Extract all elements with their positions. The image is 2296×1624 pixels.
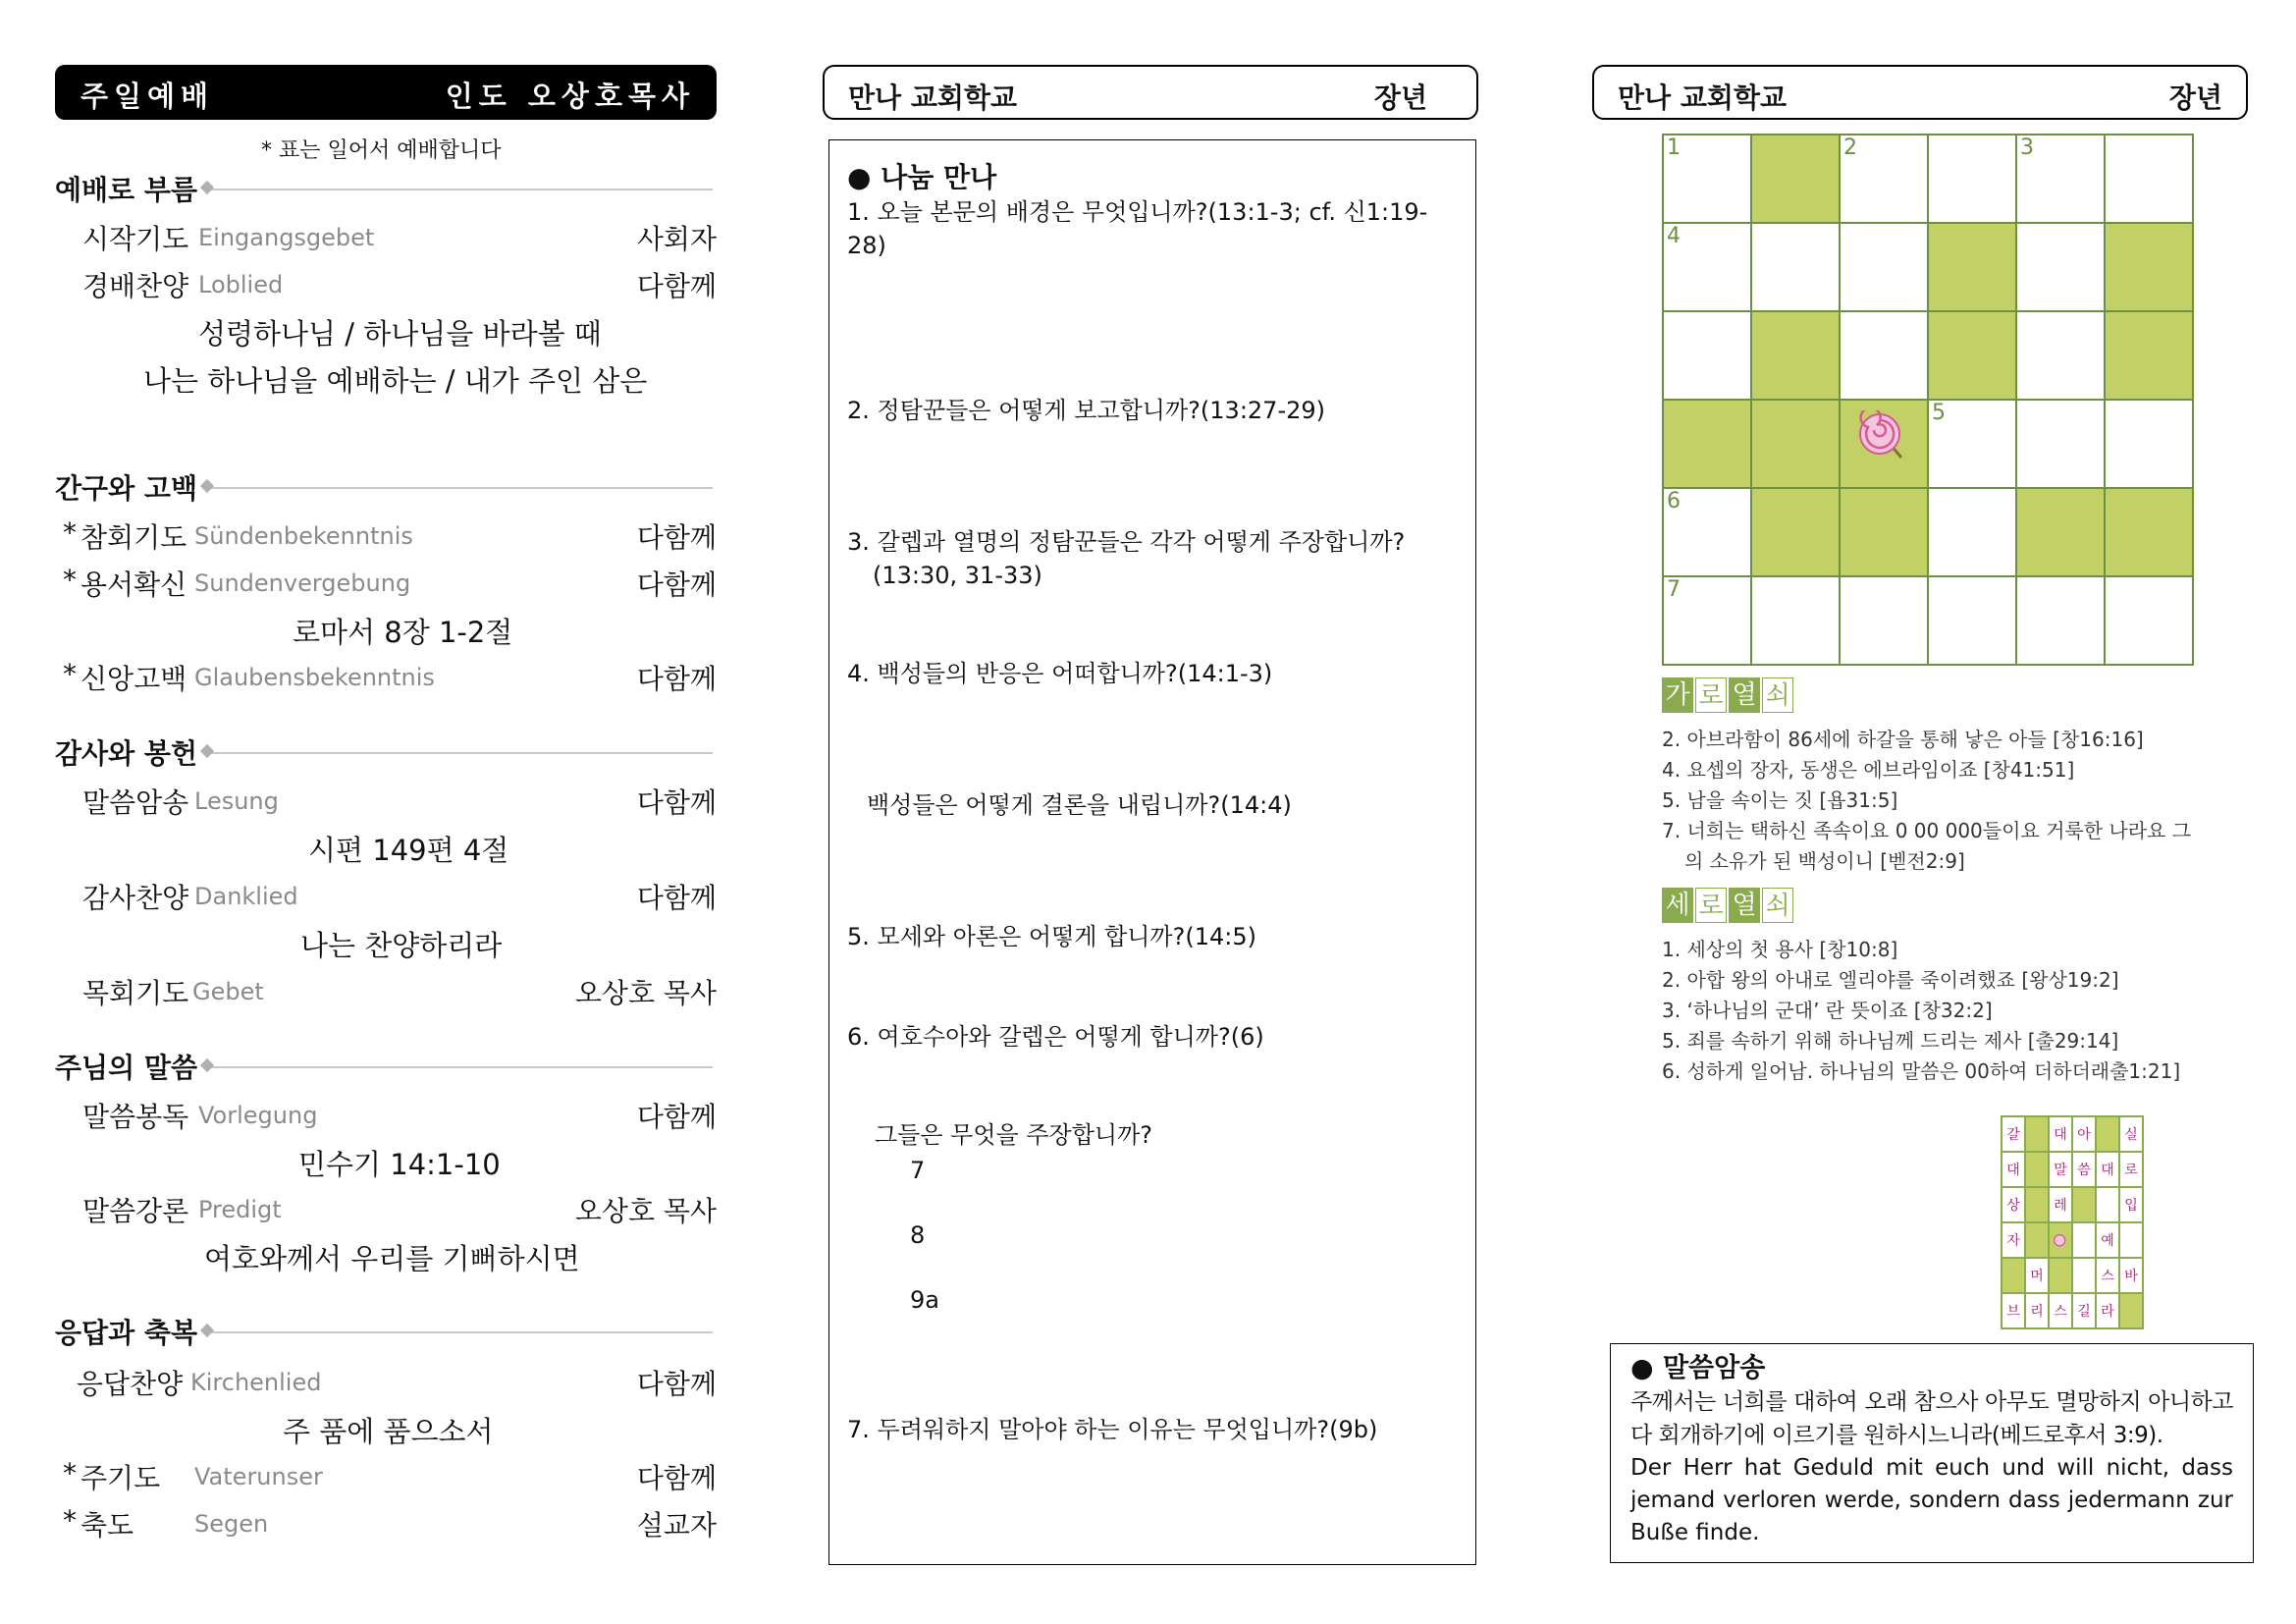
order-item-reading — [55, 1096, 717, 1135]
item-de: Glaubensbekenntnis — [194, 664, 435, 691]
across-clue-7-cont: 의 소유가 된 백성이니 [벧전2:9] — [1684, 849, 1965, 873]
down-clue-1: 1. 세상의 첫 용사 [창10:8] — [1662, 938, 1898, 961]
item-who: 다함께 — [636, 270, 717, 302]
stand-note: * 표는 일어서 예배합니다 — [261, 138, 502, 163]
item-who: 다함께 — [636, 521, 717, 554]
response-song-title: 주 품에 품으소서 — [283, 1415, 494, 1448]
section-call — [55, 169, 713, 208]
worship-header — [55, 65, 717, 120]
section-word — [55, 1047, 713, 1086]
question-3-line-1: 3. 갈렙과 열명의 정탐꾼들은 각각 어떻게 주장합니까? — [847, 528, 1406, 556]
crossword-cell-blocked — [1840, 488, 1928, 576]
item-ko: 감사찬양 — [82, 882, 189, 914]
sharing-box — [828, 139, 1476, 1565]
praise-songs-2: 나는 하나님을 예배하는 / 내가 주인 삼은 — [143, 364, 648, 398]
section-divider — [208, 1066, 713, 1068]
item-who: 오상호 목사 — [574, 977, 717, 1009]
answer-cell: 실 — [2119, 1116, 2143, 1152]
answer-cell: 씀 — [2072, 1152, 2096, 1187]
order-item-thanks-song — [55, 877, 717, 916]
badge-char: 로 — [1695, 677, 1727, 713]
school-header-right — [1592, 65, 2248, 120]
question-6: 6. 여호수아와 갈렙은 어떻게 합니까?(6) — [847, 1023, 1264, 1051]
item-who: 사회자 — [636, 223, 717, 255]
question-2: 2. 정탐꾼들은 어떻게 보고합니까?(13:27-29) — [847, 397, 1326, 424]
item-who: 다함께 — [636, 568, 717, 601]
answer-cell-blocked — [2096, 1116, 2119, 1152]
crossword-cell[interactable] — [1840, 135, 1928, 223]
answer-cell: 브 — [2002, 1293, 2025, 1328]
diamond-icon — [200, 181, 214, 194]
item-ko: 응답찬양 — [77, 1368, 184, 1400]
answer-cell: 예 — [2096, 1222, 2119, 1258]
order-item-lords-prayer — [55, 1457, 717, 1496]
answer-cell-blocked — [2002, 1258, 2025, 1293]
section-confession — [55, 467, 713, 507]
cell-number: 2 — [1843, 135, 1857, 160]
crossword-cell-blocked — [2105, 223, 2193, 311]
crossword-cell[interactable] — [2016, 223, 2105, 311]
crossword-cell-blocked — [1751, 135, 1840, 223]
crossword-cell-blocked — [1751, 400, 1840, 488]
sermon-title: 여호와께서 우리를 기뻐하시면 — [204, 1242, 580, 1275]
crossword-cell-blocked — [1751, 311, 1840, 400]
verse-8: 8 — [910, 1221, 926, 1249]
diamond-icon — [200, 1058, 214, 1072]
crossword-cell-blocked — [2105, 311, 2193, 400]
worship-title: 주일예배 — [80, 80, 215, 113]
item-de: Gebet — [192, 978, 264, 1005]
order-item-praise — [55, 265, 717, 304]
crossword-cell[interactable] — [1928, 400, 2016, 488]
question-5: 5. 모세와 아론은 어떻게 합니까?(14:5) — [847, 923, 1256, 950]
down-clue-2: 2. 아합 왕의 아내로 엘리야를 죽이려했죠 [왕상19:2] — [1662, 968, 2119, 992]
cell-number: 3 — [2020, 135, 2034, 160]
crossword-cell[interactable] — [1840, 311, 1928, 400]
item-ko: 신앙고백 — [80, 663, 187, 695]
memory-korean: 주께서는 너희를 대하여 오래 참으사 아무도 멸망하지 아니하고 다 회개하기에 이르기를 원하시느니라(베드로후서 3:9). — [1630, 1389, 2233, 1448]
item-de: Lesung — [194, 787, 279, 815]
answer-cell — [2119, 1222, 2143, 1258]
across-clue-4: 4. 요셉의 장자, 동생은 에브라임이죠 [창41:51] — [1662, 758, 2075, 782]
memory-german: Der Herr hat Geduld mit euch und will nicht, dass jemand verloren werde, sondern dass jedermann zur Buße finde. — [1630, 1455, 2233, 1545]
item-de: Predigt — [198, 1196, 282, 1223]
answer-cell-blocked — [2025, 1152, 2049, 1187]
answer-cell: 스 — [2049, 1293, 2072, 1328]
down-clue-3: 3. ‘하나님의 군대’ 란 뜻이죠 [창32:2] — [1662, 999, 1993, 1022]
diamond-icon — [200, 479, 214, 493]
across-clue-7: 7. 너희는 택하신 족속이요 0 00 000들이요 거룩한 나라요 그 — [1662, 819, 2192, 842]
answer-cell: 아 — [2072, 1116, 2096, 1152]
question-7: 7. 두려워하지 말아야 하는 이유는 무엇입니까?(9b) — [847, 1416, 1378, 1443]
crossword-cell[interactable] — [1928, 488, 2016, 576]
cell-number: 7 — [1667, 577, 1681, 602]
crossword-cell[interactable] — [1663, 311, 1751, 400]
stand-mark: * — [63, 1457, 77, 1489]
crossword-cell-blocked — [1928, 223, 2016, 311]
crossword-cell[interactable] — [2016, 400, 2105, 488]
answer-cell — [2096, 1187, 2119, 1222]
section-divider — [208, 189, 713, 190]
worship-leader: 인도 오상호목사 — [445, 80, 695, 113]
school-grade: 장년 — [2168, 81, 2222, 114]
item-who: 다함께 — [636, 882, 717, 914]
answer-cell-blocked — [2025, 1222, 2049, 1258]
answer-cell: 말 — [2049, 1152, 2072, 1187]
crossword-cell[interactable] — [2105, 576, 2193, 665]
order-item-repentance — [55, 516, 717, 556]
badge-char: 로 — [1695, 888, 1727, 923]
stand-mark: * — [63, 516, 77, 549]
item-ko: 말씀암송 — [82, 786, 189, 819]
item-ko: 축도 — [80, 1509, 134, 1542]
answer-cell: 로 — [2119, 1152, 2143, 1187]
section-title: 감사와 봉헌 — [55, 737, 197, 770]
answer-cell: 대 — [2002, 1152, 2025, 1187]
question-3-line-2: (13:30, 31-33) — [873, 562, 1042, 589]
item-de: Kirchenlied — [190, 1369, 322, 1396]
answer-cell: 대 — [2096, 1152, 2119, 1187]
answer-cell: 레 — [2049, 1187, 2072, 1222]
absolution-ref: 로마서 8장 1-2절 — [293, 616, 513, 649]
answer-key-grid — [2001, 1115, 2144, 1329]
crossword-cell[interactable] — [1663, 576, 1751, 665]
item-ko: 말씀강론 — [82, 1195, 189, 1227]
lollipop-icon — [1856, 410, 1907, 461]
stand-mark: * — [63, 1504, 77, 1537]
stand-mark: * — [63, 564, 77, 596]
crossword-cell-blocked — [1663, 400, 1751, 488]
item-ko: 말씀봉독 — [82, 1101, 189, 1133]
crossword-cell[interactable] — [1928, 135, 2016, 223]
item-who: 설교자 — [636, 1509, 717, 1542]
item-who: 다함께 — [636, 1462, 717, 1494]
item-who: 다함께 — [636, 1368, 717, 1400]
crossword-cell[interactable] — [1751, 223, 1840, 311]
answer-cell: 라 — [2096, 1293, 2119, 1328]
memory-title: ● 말씀암송 — [1630, 1353, 1766, 1383]
answer-cell: 스 — [2096, 1258, 2119, 1293]
question-1-line-1: 1. 오늘 본문의 배경은 무엇입니까?(13:1-3; cf. 신1:19- — [847, 198, 1428, 226]
crossword-cell[interactable] — [2105, 135, 2193, 223]
order-item-sermon — [55, 1190, 717, 1229]
section-title: 응답과 축복 — [55, 1317, 197, 1349]
crossword-cell[interactable] — [2016, 576, 2105, 665]
diamond-icon — [200, 744, 214, 758]
badge-char: 열 — [1729, 888, 1760, 923]
badge-char: 쇠 — [1762, 888, 1793, 923]
school-grade: 장년 — [1373, 81, 1427, 114]
answer-cell: 바 — [2119, 1258, 2143, 1293]
item-de: Eingangsgebet — [198, 224, 375, 251]
answer-cell: 상 — [2002, 1187, 2025, 1222]
section-title: 예배로 부름 — [55, 174, 197, 206]
verse-7: 7 — [910, 1157, 926, 1184]
badge-char: 쇠 — [1762, 677, 1793, 713]
badge-char: 가 — [1662, 677, 1693, 713]
school-name: 만나 교회학교 — [848, 81, 1018, 114]
crossword-cell[interactable] — [1663, 223, 1751, 311]
item-ko: 참회기도 — [80, 521, 187, 554]
section-thanks — [55, 732, 713, 772]
cell-number: 4 — [1667, 224, 1681, 248]
answer-cell: 리 — [2025, 1293, 2049, 1328]
section-title: 주님의 말씀 — [55, 1052, 197, 1084]
crossword-cell[interactable] — [1840, 223, 1928, 311]
crossword-cell[interactable] — [1751, 576, 1840, 665]
item-de: Segen — [194, 1510, 269, 1538]
across-badge — [1662, 677, 1793, 713]
section-response — [55, 1312, 713, 1351]
question-4b: 백성들은 어떻게 결론을 내립니까?(14:4) — [867, 791, 1292, 819]
crossword-cell-blocked — [2105, 488, 2193, 576]
answer-cell-blocked — [2025, 1116, 2049, 1152]
order-item-opening-prayer — [55, 218, 717, 257]
item-de: Vaterunser — [194, 1463, 323, 1490]
item-who: 다함께 — [636, 1101, 717, 1133]
answer-cell: 갈 — [2002, 1116, 2025, 1152]
crossword-cell-blocked — [1751, 488, 1840, 576]
item-who: 오상호 목사 — [574, 1195, 717, 1227]
answer-cell — [2072, 1222, 2096, 1258]
answer-cell: 길 — [2072, 1293, 2096, 1328]
question-1-line-2: 28) — [847, 232, 886, 259]
sharing-title: ● 나눔 만나 — [847, 161, 997, 193]
answer-cell — [2072, 1258, 2096, 1293]
badge-char: 세 — [1662, 888, 1693, 923]
answer-cell: 머 — [2025, 1258, 2049, 1293]
verse-9a: 9a — [910, 1286, 939, 1314]
school-name: 만나 교회학교 — [1618, 81, 1788, 114]
across-clue-5: 5. 남을 속이는 짓 [욥31:5] — [1662, 788, 1898, 812]
memory-verse-box — [1610, 1343, 2254, 1563]
reading-ref: 민수기 14:1-10 — [298, 1148, 501, 1181]
item-ko: 경배찬양 — [82, 270, 189, 302]
answer-cell-blocked — [2119, 1293, 2143, 1328]
item-ko: 목회기도 — [82, 977, 189, 1009]
crossword-cell[interactable] — [1840, 576, 1928, 665]
question-4: 4. 백성들의 반응은 어떠합니까?(14:1-3) — [847, 660, 1273, 687]
question-6b: 그들은 무엇을 주장합니까? — [875, 1121, 1153, 1149]
recitation-ref: 시편 149편 4절 — [308, 834, 509, 867]
crossword-cell[interactable] — [2016, 135, 2105, 223]
crossword-grid — [1662, 134, 2194, 666]
across-clue-2: 2. 아브라함이 86세에 하갈을 통해 낳은 아들 [창16:16] — [1662, 728, 2144, 751]
lollipop-icon — [2053, 1233, 2068, 1249]
cell-number: 1 — [1667, 135, 1681, 160]
item-ko: 시작기도 — [82, 223, 189, 255]
answer-cell: 대 — [2049, 1116, 2072, 1152]
item-ko: 주기도 — [80, 1462, 161, 1494]
cell-number: 6 — [1667, 489, 1681, 514]
answer-cell: 자 — [2002, 1222, 2025, 1258]
praise-songs-1: 성령하나님 / 하나님을 바라볼 때 — [198, 317, 602, 351]
down-clue-6: 6. 성하게 일어남. 하나님의 말씀은 00하여 더하더래출1:21] — [1662, 1059, 2181, 1083]
item-ko: 용서확신 — [80, 568, 187, 601]
item-who: 다함께 — [636, 663, 717, 695]
item-de: Danklied — [194, 883, 298, 910]
thanks-song-title: 나는 찬양하리라 — [300, 929, 503, 962]
crossword-cell[interactable] — [1663, 488, 1751, 576]
badge-char: 열 — [1729, 677, 1760, 713]
crossword-cell-blocked — [2016, 488, 2105, 576]
item-de: Sündenbekenntnis — [194, 522, 413, 550]
item-de: Loblied — [198, 271, 284, 298]
order-item-pastoral-prayer — [55, 972, 717, 1011]
section-divider — [208, 1331, 713, 1333]
stand-mark: * — [63, 658, 77, 690]
section-title: 간구와 고백 — [55, 472, 197, 505]
order-item-response-song — [55, 1363, 717, 1402]
cell-number: 5 — [1932, 401, 1946, 425]
item-de: Sundenvergebung — [194, 569, 411, 597]
answer-cell: 입 — [2119, 1187, 2143, 1222]
school-header-middle — [823, 65, 1478, 120]
answer-cell-candy — [2049, 1222, 2072, 1258]
item-who: 다함께 — [636, 786, 717, 819]
crossword-cell-candy — [1840, 400, 1928, 488]
order-item-blessing — [55, 1504, 717, 1543]
order-item-creed — [55, 658, 717, 697]
section-divider — [208, 752, 713, 754]
crossword-cell[interactable] — [2105, 400, 2193, 488]
order-item-absolution — [55, 564, 717, 603]
section-divider — [208, 487, 713, 489]
answer-cell-blocked — [2072, 1187, 2096, 1222]
diamond-icon — [200, 1324, 214, 1337]
answer-cell-blocked — [2049, 1258, 2072, 1293]
answer-cell-blocked — [2025, 1187, 2049, 1222]
down-clue-5: 5. 죄를 속하기 위해 하나님께 드리는 제사 [출29:14] — [1662, 1029, 2119, 1053]
crossword-cell-blocked — [1928, 311, 2016, 400]
crossword-cell[interactable] — [1663, 135, 1751, 223]
item-de: Vorlegung — [198, 1102, 318, 1129]
crossword-cell[interactable] — [2016, 311, 2105, 400]
order-item-recitation — [55, 782, 717, 821]
crossword-cell[interactable] — [1928, 576, 2016, 665]
down-badge — [1662, 888, 1793, 923]
